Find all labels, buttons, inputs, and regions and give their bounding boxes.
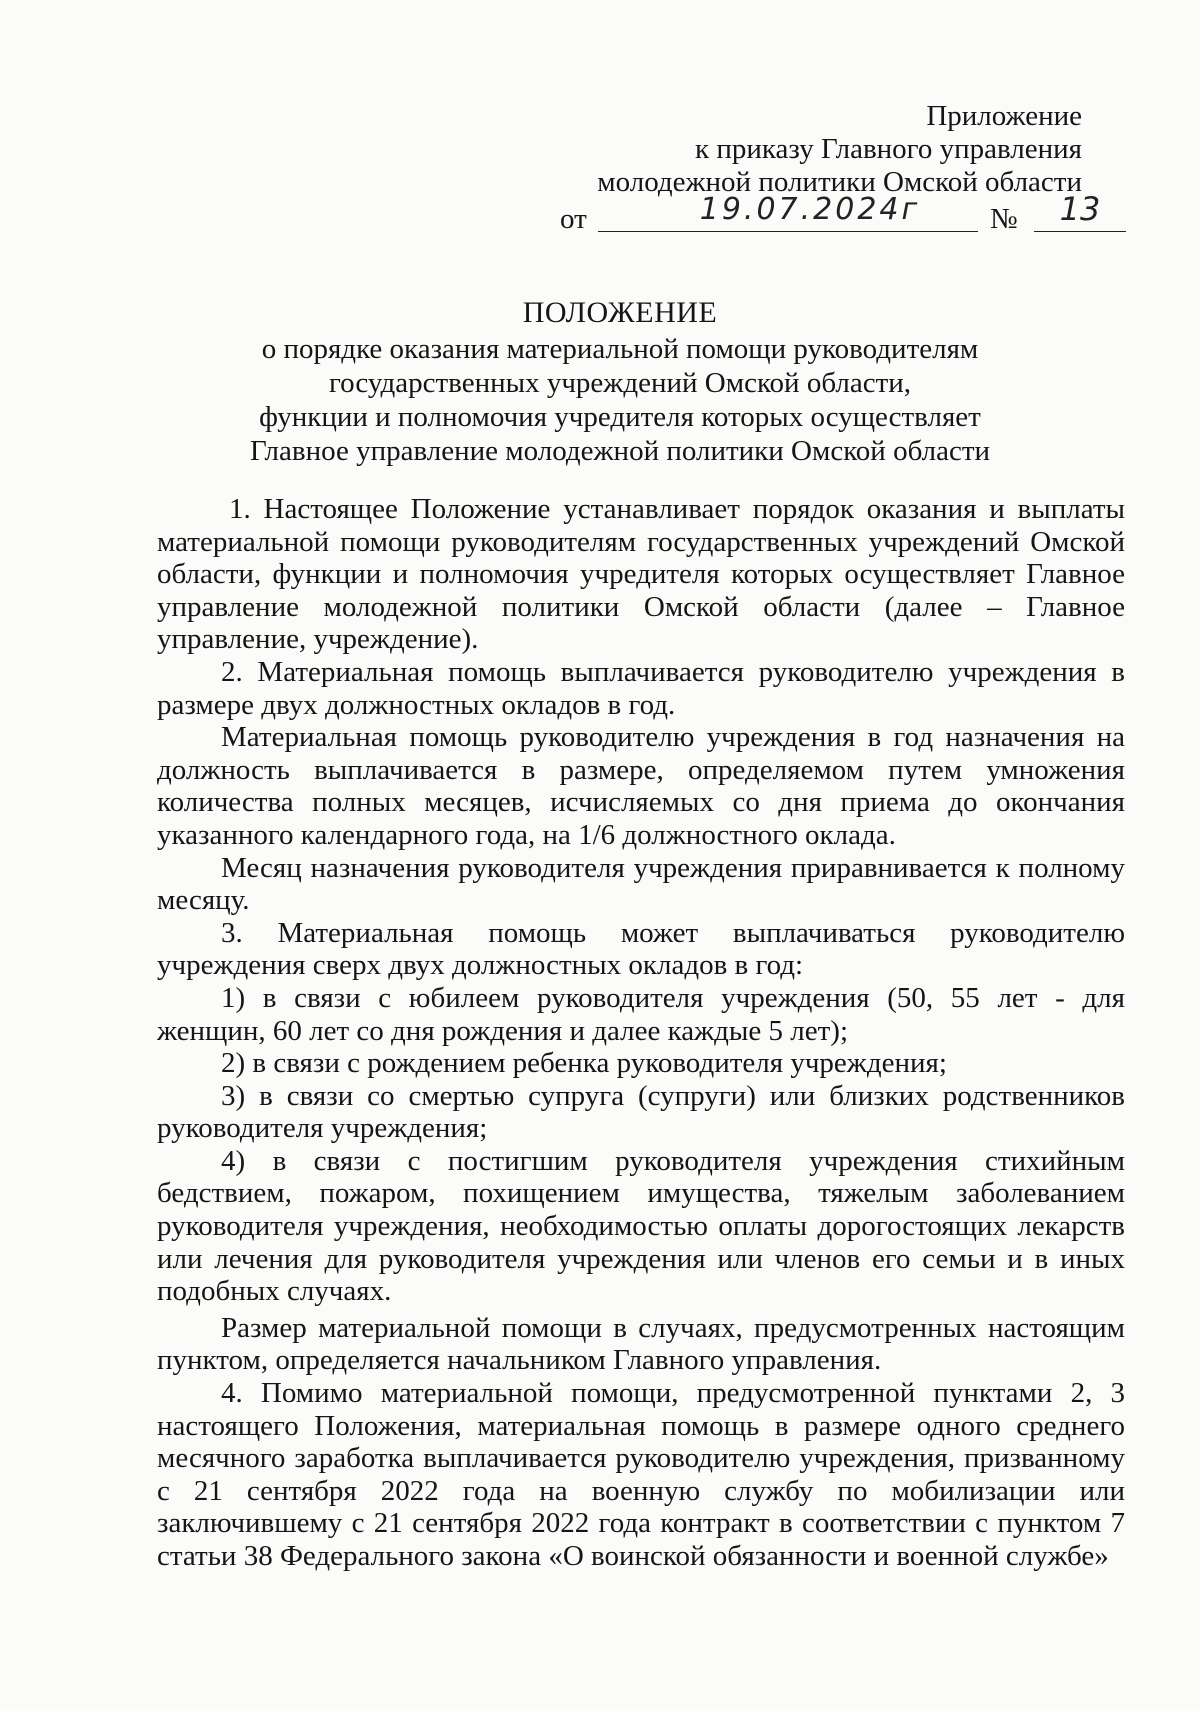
paragraph-3-item-1: 1) в связи с юбилеем руководителя учреждения (50, 55 лет - для женщин, 60 лет со дня рождения и далее каждые 5 лет); <box>157 981 1125 1047</box>
paragraph-3-amount: Размер материальной помощи в случаях, предусмотренных настоящим пунктом, определяется начальником Главного управления. <box>157 1311 1125 1377</box>
paragraph-2: 2. Материальная помощь выплачивается руководителю учреждения в размере двух должностных окладов в год. <box>157 655 1125 721</box>
appendix-order-ref: к приказу Главного управления <box>695 133 1082 165</box>
date-underline <box>598 231 978 232</box>
appendix-org-name: молодежной политики Омской области <box>597 166 1082 198</box>
from-label: от <box>560 203 587 235</box>
order-number-handwritten: 13 <box>1059 190 1101 228</box>
title-main: ПОЛОЖЕНИЕ <box>522 296 718 329</box>
title-line-2: государственных учреждений Омской области, <box>328 367 912 399</box>
paragraph-3-item-3: 3) в связи со смертью супруга (супруги) или близких родственников руководителя учреждения; <box>157 1079 1125 1145</box>
number-label: № <box>990 203 1018 235</box>
paragraph-3: 3. Материальная помощь может выплачиваться руководителю учреждения сверх двух должностных окладов в год: <box>157 916 1125 982</box>
appendix-header <box>597 100 1082 199</box>
document-body <box>157 493 1125 1573</box>
order-date-number-line <box>560 190 1135 240</box>
paragraph-3-item-4: 4) в связи с постигшим руководителя учреждения стихийным бедствием, пожаром, похищением имущества, тяжелым заболеванием руководителя учреждения, необходимостью оплаты дорогостоящих лекарств или лечения для руководителя учреждения или членов его семьи и в иных подобных случаях. <box>157 1144 1125 1308</box>
document-title <box>230 296 1010 468</box>
number-underline <box>1034 231 1126 232</box>
title-line-1: о порядке оказания материальной помощи руководителям <box>261 333 979 365</box>
paragraph-1: 1. Настоящее Положение устанавливает порядок оказания и выплаты материальной помощи руководителям государственных учреждений Омской области, функции и полномочия учредителя которых осуществляет Главное управление молодежной политики Омской области (далее – Главное управление, учреждение). <box>157 493 1125 656</box>
title-line-4: Главное управление молодежной политики Омской области <box>249 435 991 467</box>
title-line-3: функции и полномочия учредителя которых осуществляет <box>259 401 981 433</box>
paragraph-2-extra: Материальная помощь руководителю учреждения в год назначения на должность выплачивается в размере, определяемом путем умножения количества полных месяцев, исчисляемых со дня приема до окончания указанного календарного года, на 1/6 должностного оклада. <box>157 721 1125 851</box>
paragraph-4: 4. Помимо материальной помощи, предусмотренной пунктами 2, 3 настоящего Положения, материальная помощь в размере одного среднего месячного заработка выплачивается руководителю учреждения, призванному с 21 сентября 2022 года на военную службу по мобилизации или заключившему с 21 сентября 2022 года контракт в соответствии с пунктом 7 статьи 38 Федерального закона «О воинской обязанности и военной службе» <box>157 1377 1125 1572</box>
paragraph-2-month: Месяц назначения руководителя учреждения приравнивается к полному месяцу. <box>157 851 1125 917</box>
paragraph-3-item-2: 2) в связи с рождением ребенка руководителя учреждения; <box>221 1047 947 1080</box>
order-date-handwritten: 19.07.2024г <box>699 192 921 227</box>
appendix-label: Приложение <box>926 100 1082 132</box>
